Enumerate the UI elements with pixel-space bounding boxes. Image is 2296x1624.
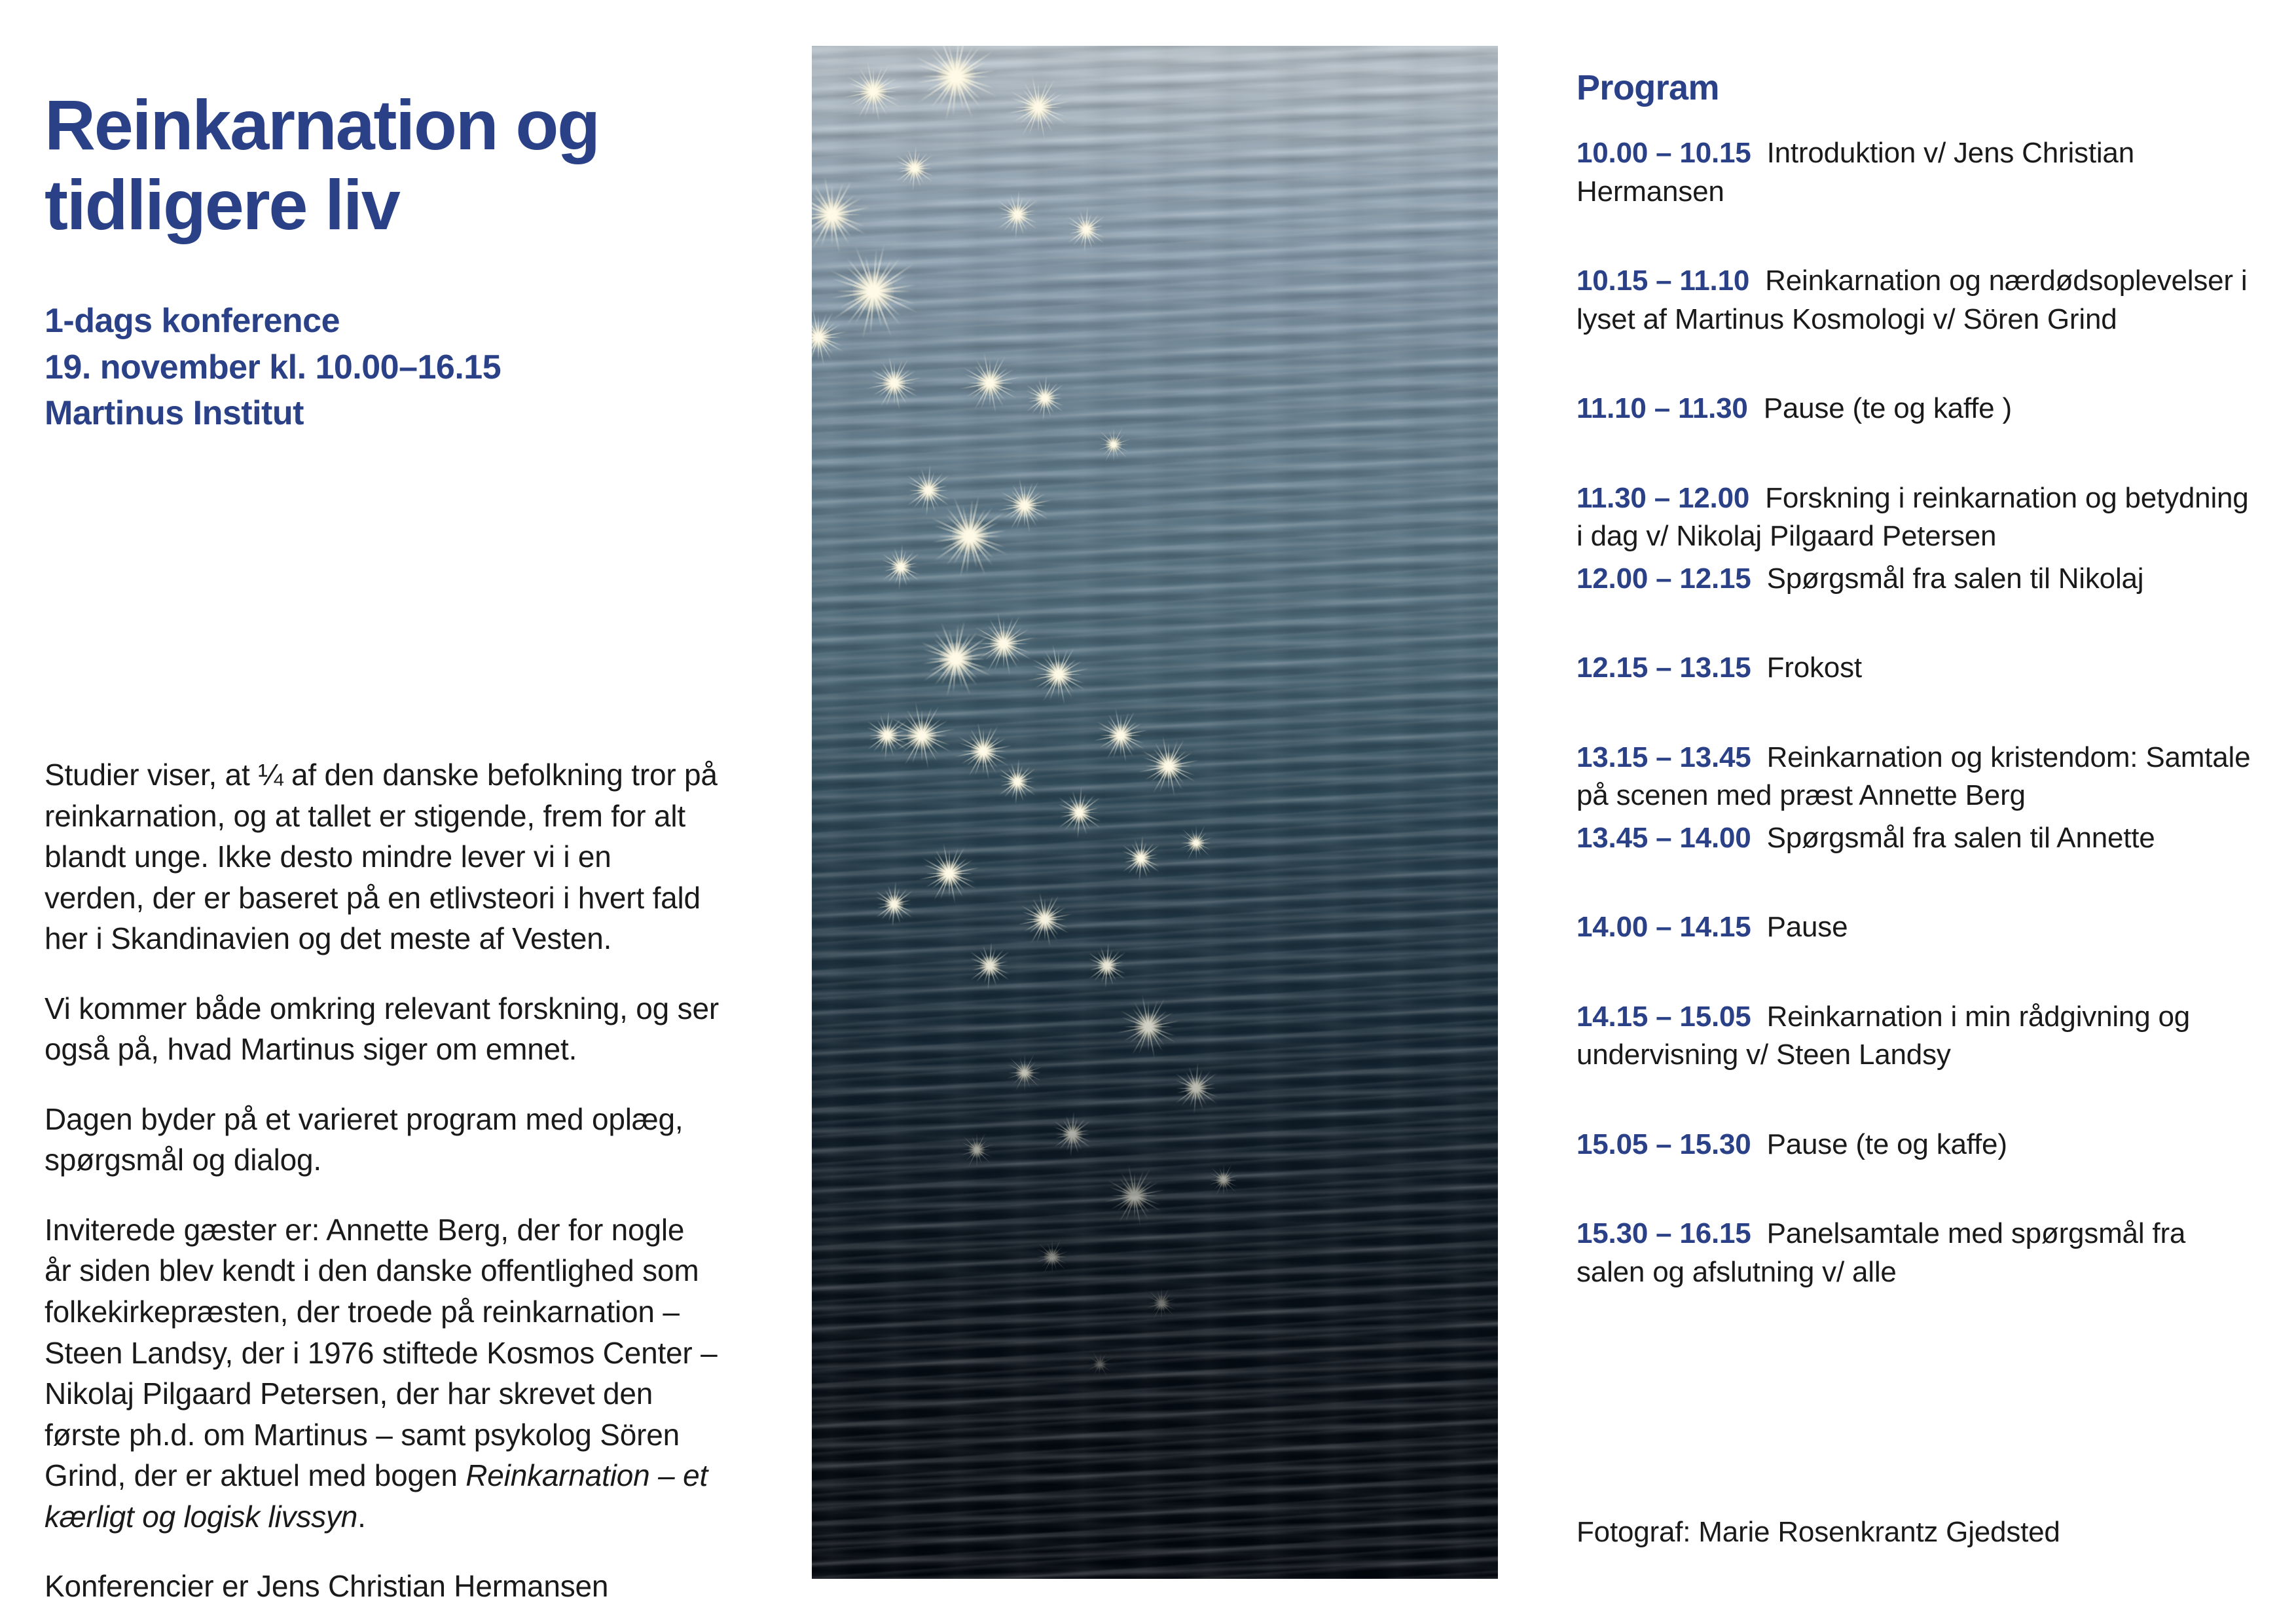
program-item-description: Reinkarnation i min rådgivning og undervisning v/ Steen Landsy [1576,1000,2191,1071]
program-item-time: 12.00 – 12.15 [1576,562,1751,595]
program-item-time: 11.30 – 12.00 [1576,481,1750,514]
program-item-time: 15.05 – 15.30 [1576,1128,1751,1160]
program-item [1576,819,2257,858]
program-item-description: Spørgsmål fra salen til Nikolaj [1751,562,2144,595]
program-group-spacer [1576,598,2257,649]
event-format: 1-dags konference [45,302,340,340]
program-heading: Program [1576,67,1719,107]
program-item-description: Panelsamtale med spørgsmål fra salen og afslutning v/ alle [1576,1217,2186,1288]
program-group [1576,134,2257,211]
book-title: Reinkarnation – et kærligt og logisk livssyn [45,1458,708,1534]
program-item [1576,1126,2257,1164]
program-group-spacer [1576,688,2257,739]
program-item-time: 10.15 – 11.10 [1576,265,1750,297]
program-item-description: Reinkarnation og nærdødsoplevelser i lyset af Martinus Kosmologi v/ Sören Grind [1576,265,2248,335]
program-item [1576,479,2257,556]
page-title-line-1: Reinkarnation og [45,85,599,165]
page-title [45,85,738,245]
program-item [1576,1215,2257,1291]
left-column [45,0,738,1624]
program-item-time: 15.30 – 16.15 [1576,1217,1751,1250]
program-item-description: Spørgsmål fra salen til Annette [1751,821,2155,854]
program-item-description: Reinkarnation og kristendom: Samtale på scenen med præst Annette Berg [1576,741,2251,812]
program-group [1576,479,2257,599]
program-item-time: 11.10 – 11.30 [1576,392,1748,425]
program-item-description: Frokost [1751,652,1862,684]
program-item [1576,560,2257,599]
program-group-spacer [1576,211,2257,262]
guests-intro-text: Inviterede gæster er: Annette Berg, der for nogle år siden blev kendt i den danske offentlighed som folkekirkepræsten, der troede på reinkarnation – Steen Landsy, der i 1976 stiftede Kosmos Center – Nikolaj Pilgaard Petersen, der har skrevet den første ph.d. om Martinus – samt psykolog Sören Grind, der er aktuel med bogen [45,1212,718,1493]
page-title-line-2: tidligere liv [45,165,399,245]
body-paragraph-3: Dagen byder på et varieret program med oplæg, spørgsmål og dialog. [45,1101,683,1177]
program-list [1576,134,2257,1291]
program-item-time: 13.15 – 13.45 [1576,741,1751,773]
body-paragraph-2: Vi kommer både omkring relevant forskning, og ser også på, hvad Martinus siger om emnet. [45,991,719,1067]
program-item-description: Pause (te og kaffe) [1751,1128,2007,1160]
water-ripple-texture-fine [812,46,1498,1579]
program-group-spacer [1576,339,2257,390]
event-venue: Martinus Institut [45,394,304,433]
guests-end-punctuation: . [357,1499,366,1534]
program-item [1576,649,2257,688]
body-paragraph-4 [45,1209,719,1537]
program-group [1576,390,2257,428]
program-column [1576,0,2264,1624]
program-group [1576,262,2257,339]
program-group-spacer [1576,857,2257,908]
program-item [1576,390,2257,428]
event-date-time: 19. november kl. 10.00–16.15 [45,348,501,386]
program-item [1576,908,2257,947]
program-item-description: Pause [1751,911,1848,944]
body-paragraph-1: Studier viser, at ¼ af den danske befolkning tror på reinkarnation, og at tallet er stigende, frem for alt blandt unge. Ikke desto mindre lever vi i en verden, der er baseret på en etlivsteori i hvert fald her i Skandinavien og det meste af Vesten. [45,758,718,956]
program-item-time: 10.00 – 10.15 [1576,137,1751,169]
water-photograph [812,46,1498,1579]
photo-credit: Fotograf: Marie Rosenkrantz Gjedsted [1576,1516,2060,1548]
program-item [1576,134,2257,211]
program-item [1576,262,2257,339]
program-group [1576,1126,2257,1164]
program-item-time: 14.00 – 14.15 [1576,911,1751,944]
event-meta [45,298,699,437]
program-group [1576,1215,2257,1291]
program-group-spacer [1576,1075,2257,1126]
program-group [1576,649,2257,688]
body-copy [45,754,719,1607]
program-item-description: Introduktion v/ Jens Christian Hermansen [1576,137,2134,208]
body-paragraph-5: Konferencier er Jens Christian Hermansen [45,1569,609,1604]
program-item-description: Forskning i reinkarnation og betydning i dag v/ Nikolaj Pilgaard Petersen [1576,481,2249,553]
program-item [1576,998,2257,1075]
program-item-time: 13.45 – 14.00 [1576,821,1751,854]
program-group [1576,998,2257,1075]
program-group [1576,739,2257,858]
program-group-spacer [1576,1164,2257,1215]
program-item-time: 14.15 – 15.05 [1576,1000,1751,1033]
program-group [1576,908,2257,947]
program-item [1576,739,2257,815]
program-group-spacer [1576,947,2257,998]
program-item-description: Pause (te og kaffe ) [1747,392,2012,425]
program-item-time: 12.15 – 13.15 [1576,652,1751,684]
program-group-spacer [1576,428,2257,479]
